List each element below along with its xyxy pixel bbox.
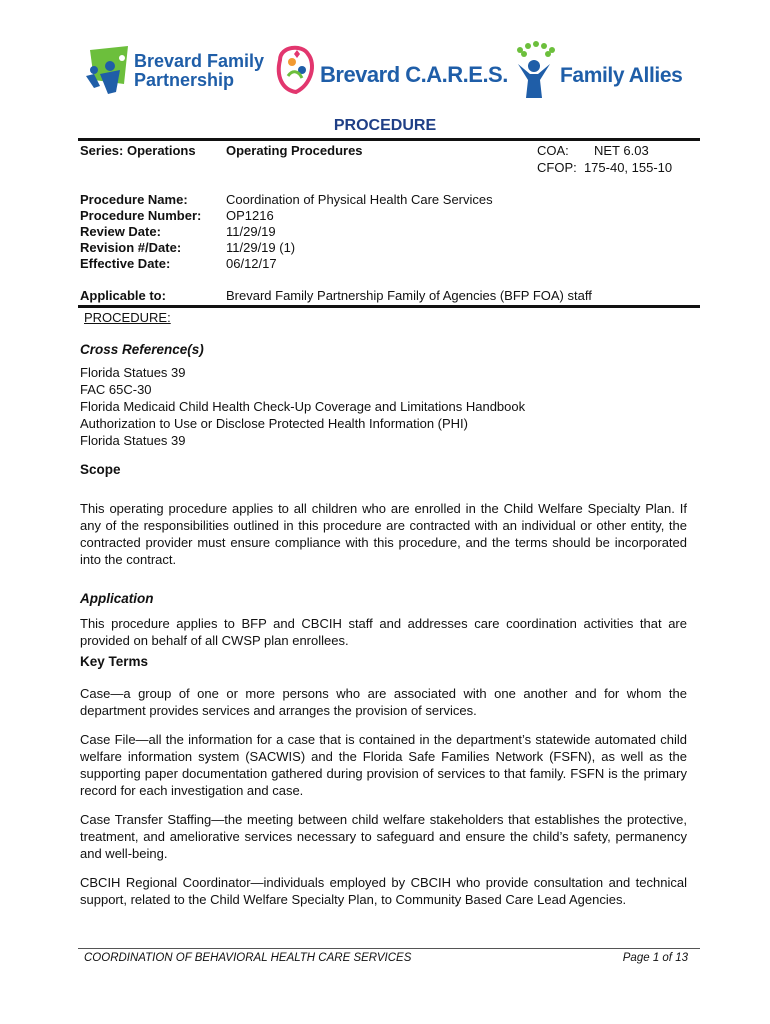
review-date-value: 11/29/19 — [226, 224, 276, 239]
effective-date-label: Effective Date: — [80, 256, 171, 271]
series-label: Series: Operations — [80, 143, 196, 158]
title-rule — [78, 138, 700, 141]
bfp-logo — [80, 40, 270, 110]
family-allies-logo — [510, 40, 690, 110]
effective-date-value: 06/12/17 — [226, 256, 277, 271]
scope-paragraph: This operating procedure applies to all children who are enrolled in the Child Welfare Specialty Plan. If any of the responsibilities outlined in this procedure are contracted with an individual or other entity, the contracted provider must ensure compliance with this procedure, and the terms should be incorporated into the contract. — [80, 501, 687, 567]
procedure-label: PROCEDURE: — [84, 310, 171, 325]
procedure-number-value: OP1216 — [226, 208, 274, 223]
cares-logo-text: Brevard C.A.R.E.S. — [320, 62, 508, 87]
coa-value: NET 6.03 — [594, 143, 649, 158]
applicable-to-value: Brevard Family Partnership Family of Agencies (BFP FOA) staff — [226, 288, 592, 303]
application-heading: Application — [80, 591, 154, 606]
key-term-case-transfer-staffing: Case Transfer Staffing—the meeting between child welfare stakeholders that establishes the protective, treatment, and ameliorative services necessary to safeguard and ensure the child’s safety, permanency and well-being. — [80, 812, 687, 861]
key-terms-heading: Key Terms — [80, 654, 149, 669]
cross-reference-item: Florida Statues 39 — [80, 365, 186, 380]
cross-reference-list — [80, 364, 525, 449]
cfop-value: CFOP: 175-40, 155-10 — [537, 160, 673, 175]
revision-date-label: Revision #/Date: — [80, 240, 182, 255]
bfp-logo-text — [134, 52, 264, 90]
footer-title: COORDINATION OF BEHAVIORAL HEALTH CARE SERVICES — [84, 952, 412, 964]
header-logos — [80, 40, 690, 110]
procedure-name-value: Coordination of Physical Health Care Services — [226, 192, 493, 207]
coa-label: COA: — [537, 143, 569, 158]
application-paragraph: This procedure applies to BFP and CBCIH staff and addresses care coordination activities that are provided on behalf of all CWSP plan enrollees. — [80, 616, 687, 648]
series-value: Operating Procedures — [226, 143, 363, 158]
cross-reference-item: FAC 65C-30 — [80, 382, 152, 397]
applicable-to-label: Applicable to: — [80, 288, 166, 303]
review-date-label: Review Date: — [80, 224, 161, 239]
footer-rule — [78, 948, 700, 949]
key-term-case-file: Case File—all the information for a case that is contained in the department’s statewide automated child welfare information system (SACWIS) and the Florida Safe Families Network (FSFN), as well as the supporting paper documentation gathered during provision of services to that family. FSFN is the primary record for each investigation and case. — [80, 732, 687, 798]
details-rule — [78, 305, 700, 308]
scope-heading: Scope — [80, 462, 121, 477]
cares-logo — [272, 40, 508, 110]
bfp-logo-mark — [80, 40, 132, 100]
bfp-logo-line2: Partnership — [134, 70, 235, 90]
page-number: Page 1 of 13 — [622, 952, 688, 964]
family-allies-logo-mark — [510, 40, 558, 104]
cross-reference-item: Florida Statues 39 — [80, 433, 186, 448]
cross-reference-item: Florida Medicaid Child Health Check-Up Coverage and Limitations Handbook — [80, 399, 526, 414]
cross-reference-heading: Cross Reference(s) — [80, 342, 204, 357]
family-allies-logo-text: Family Allies — [560, 64, 683, 87]
revision-date-value: 11/29/19 (1) — [226, 240, 296, 255]
cross-reference-item: Authorization to Use or Disclose Protected Health Information (PHI) — [80, 416, 469, 431]
key-term-case: Case—a group of one or more persons who are associated with one another and for whom the department provides services and arranges the provision of services. — [80, 686, 687, 718]
document-title: PROCEDURE — [333, 117, 437, 134]
bfp-logo-line1: Brevard Family — [134, 51, 265, 71]
procedure-name-label: Procedure Name: — [80, 192, 188, 207]
key-term-cbcih-regional-coordinator: CBCIH Regional Coordinator—individuals employed by CBCIH who provide consultation and technical support, related to the Child Welfare Specialty Plan, to Community Based Care Lead Agencies. — [80, 875, 687, 907]
cares-logo-mark — [272, 40, 320, 100]
procedure-number-label: Procedure Number: — [80, 208, 202, 223]
